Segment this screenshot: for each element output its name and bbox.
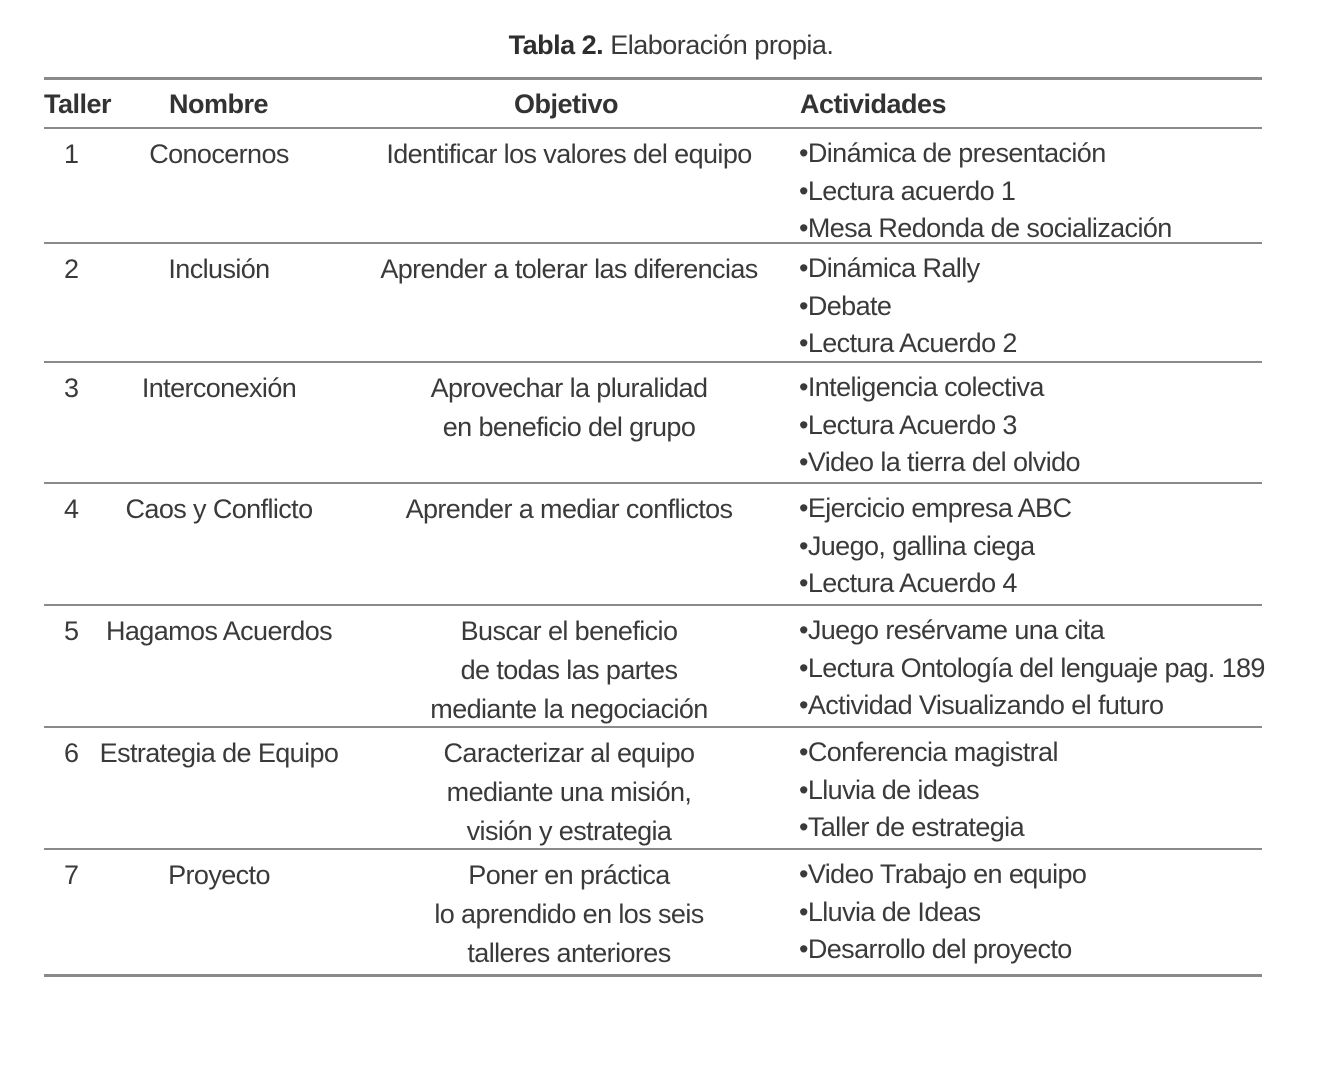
objective-line: de todas las partes bbox=[460, 655, 678, 685]
caption-text: Elaboración propia. bbox=[610, 30, 834, 60]
activity-item: •Actividad Visualizando el futuro bbox=[799, 690, 1164, 720]
header-objetivo: Objetivo bbox=[514, 89, 619, 119]
activity-item: •Debate bbox=[799, 290, 892, 321]
objective-line: lo aprendido en los seis bbox=[434, 899, 704, 929]
taller-activities bbox=[799, 135, 1269, 248]
table-row bbox=[44, 244, 1262, 363]
objective-line: Identificar los valores del equipo bbox=[386, 139, 752, 169]
objective-line: Caracterizar al equipo bbox=[443, 738, 695, 768]
header-nombre: Nombre bbox=[169, 89, 269, 119]
taller-objective bbox=[364, 856, 774, 973]
objective-line: Aprovechar la pluralidad bbox=[430, 373, 708, 403]
taller-activities bbox=[799, 734, 1269, 847]
taller-objective bbox=[364, 369, 774, 447]
activity-item: •Dinámica de presentación bbox=[799, 138, 1106, 168]
taller-number: 5 bbox=[64, 616, 79, 646]
taller-activities bbox=[799, 490, 1269, 603]
taller-number: 7 bbox=[64, 860, 79, 890]
activity-item: •Inteligencia colectiva bbox=[799, 372, 1044, 402]
taller-name: Proyecto bbox=[168, 860, 270, 890]
objective-line: Poner en práctica bbox=[468, 860, 670, 890]
taller-activities bbox=[799, 369, 1269, 482]
activity-item: •Lluvia de ideas bbox=[799, 774, 979, 805]
taller-number: 2 bbox=[64, 254, 79, 284]
taller-name: Caos y Conflicto bbox=[125, 494, 313, 524]
objective-line: visión y estrategia bbox=[466, 816, 672, 846]
taller-number: 3 bbox=[64, 373, 79, 403]
activity-item: •Lluvia de Ideas bbox=[799, 896, 981, 927]
objective-line: Buscar el beneficio bbox=[460, 616, 678, 646]
objective-line: talleres anteriores bbox=[467, 938, 671, 968]
taller-name: Hagamos Acuerdos bbox=[105, 616, 333, 646]
activity-item: •Lectura Acuerdo 4 bbox=[799, 568, 1017, 598]
table-caption bbox=[0, 30, 1342, 61]
taller-activities bbox=[799, 856, 1269, 969]
table-row bbox=[44, 363, 1262, 484]
header-taller: Taller bbox=[44, 89, 112, 119]
activity-item: •Juego resérvame una cita bbox=[799, 615, 1105, 645]
taller-number: 1 bbox=[64, 139, 79, 169]
taller-objective bbox=[364, 250, 774, 289]
activity-item: •Lectura acuerdo 1 bbox=[799, 175, 1016, 206]
table-row bbox=[44, 129, 1262, 244]
header-actividades: Actividades bbox=[800, 89, 947, 119]
taller-name: Inclusión bbox=[168, 254, 270, 284]
activity-item: •Taller de estrategia bbox=[799, 812, 1024, 842]
table-header-row bbox=[44, 85, 1262, 129]
caption-label: Tabla 2. bbox=[508, 30, 604, 60]
taller-objective bbox=[364, 490, 774, 529]
objective-line: mediante una misión, bbox=[446, 777, 692, 807]
activity-item: •Video Trabajo en equipo bbox=[799, 859, 1087, 889]
taller-objective bbox=[364, 135, 774, 174]
taller-number: 4 bbox=[64, 494, 79, 524]
activity-item: •Lectura Acuerdo 3 bbox=[799, 409, 1017, 440]
taller-name: Estrategia de Equipo bbox=[99, 738, 339, 768]
table-row bbox=[44, 728, 1262, 850]
activity-item: •Conferencia magistral bbox=[799, 737, 1058, 767]
taller-name: Interconexión bbox=[141, 373, 297, 403]
taller-name: Conocernos bbox=[149, 139, 289, 169]
activity-item: •Dinámica Rally bbox=[799, 253, 980, 283]
taller-number: 6 bbox=[64, 738, 79, 768]
taller-objective bbox=[364, 734, 774, 851]
table-top-rule bbox=[44, 77, 1262, 80]
table-row bbox=[44, 606, 1265, 728]
activity-item: •Desarrollo del proyecto bbox=[799, 934, 1072, 964]
objective-line: mediante la negociación bbox=[430, 694, 708, 724]
activity-item: •Lectura Acuerdo 2 bbox=[799, 328, 1017, 358]
taller-activities bbox=[799, 612, 1269, 725]
objective-line: Aprender a mediar conflictos bbox=[405, 494, 733, 524]
objective-line: Aprender a tolerar las diferencias bbox=[380, 254, 758, 284]
activity-item: •Juego, gallina ciega bbox=[799, 530, 1035, 561]
objective-line: en beneficio del grupo bbox=[442, 412, 696, 442]
taller-activities bbox=[799, 250, 1269, 363]
activity-item: •Lectura Ontología del lenguaje pag. 189 bbox=[799, 652, 1265, 683]
table-row bbox=[44, 484, 1262, 606]
activity-item: •Mesa Redonda de socialización bbox=[799, 213, 1172, 243]
activity-item: •Video la tierra del olvido bbox=[799, 447, 1080, 477]
table-row bbox=[44, 850, 1262, 977]
activity-item: •Ejercicio empresa ABC bbox=[799, 493, 1072, 523]
taller-objective bbox=[364, 612, 774, 729]
